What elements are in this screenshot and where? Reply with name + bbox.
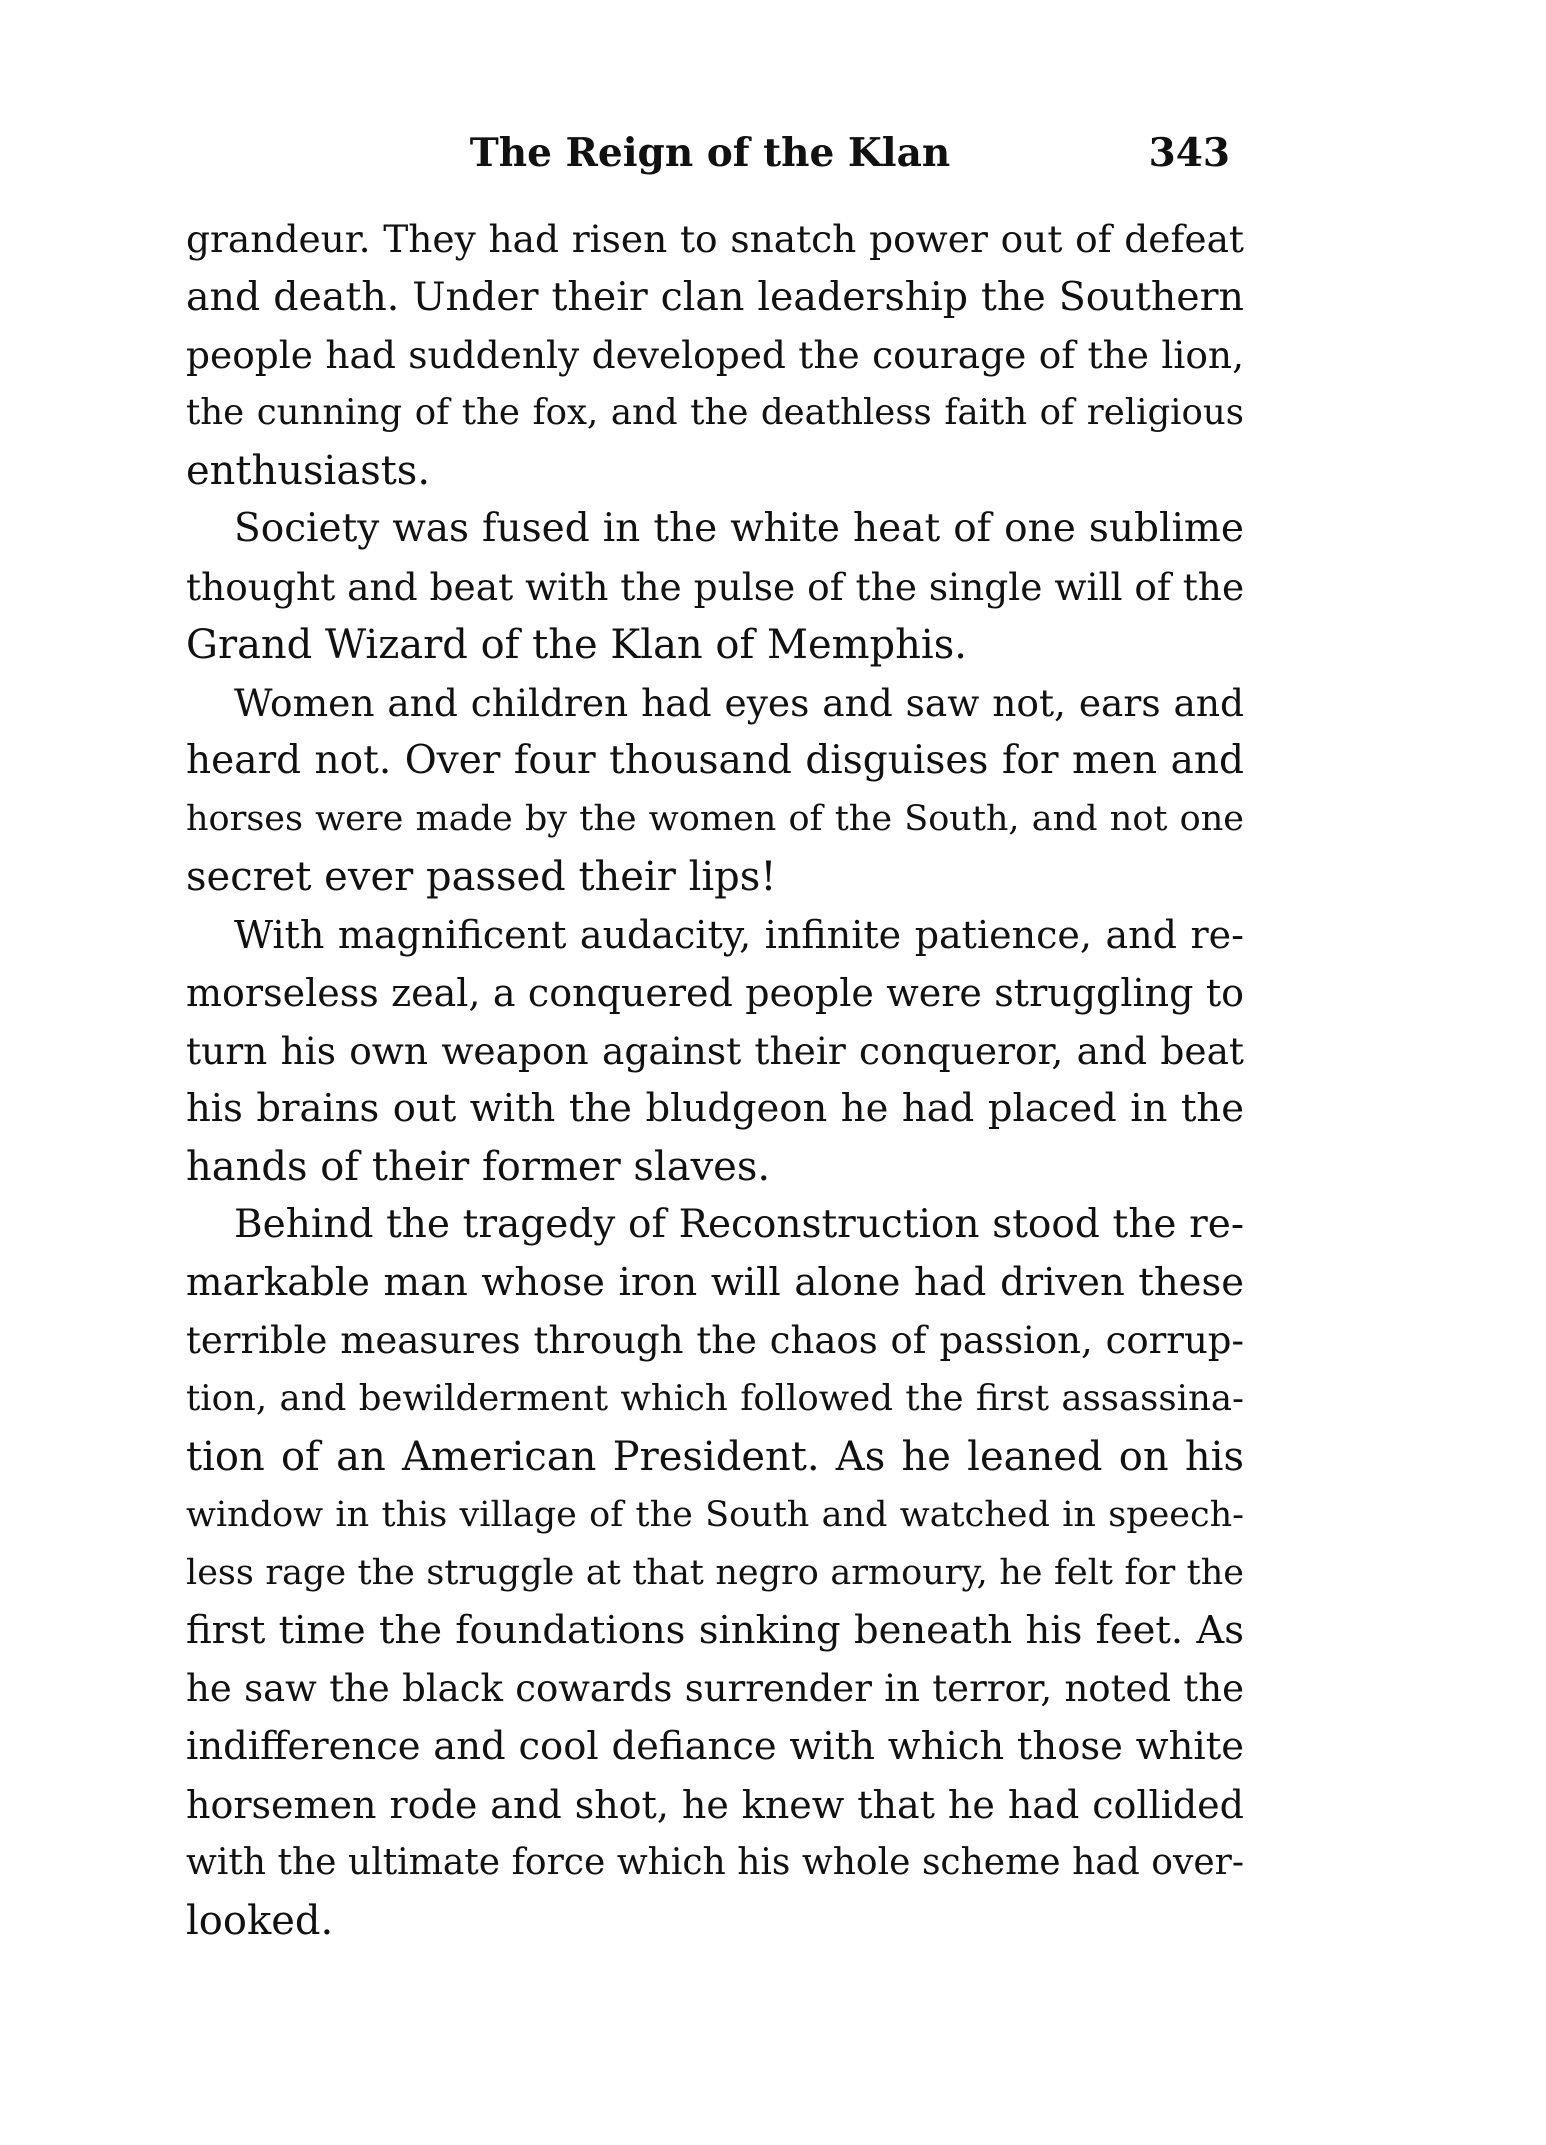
running-title: The Reign of the Klan xyxy=(469,130,951,176)
text-line: the cunning of the fox, and the deathless faith of religious xyxy=(186,392,1244,433)
text-line: hands of their former slaves. xyxy=(186,1144,771,1190)
text-line: grandeur. They had risen to snatch power out of defeat xyxy=(186,217,1244,261)
text-line: with the ultimate force which his whole scheme had over- xyxy=(186,1842,1244,1883)
text-line: tion, and bewilderment which followed the first assassina- xyxy=(186,1378,1244,1419)
text-line: his brains out with the bludgeon he had placed in the xyxy=(186,1086,1244,1131)
text-line: markable man whose iron will alone had driven these xyxy=(186,1260,1244,1305)
text-line: people had suddenly developed the courage of the lion, xyxy=(186,333,1244,377)
running-head xyxy=(190,128,1230,188)
text-line: indifference and cool defiance with which those white xyxy=(186,1724,1244,1769)
text-line: morseless zeal, a conquered people were struggling to xyxy=(186,971,1244,1015)
text-line: first time the foundations sinking beneath his feet. As xyxy=(186,1608,1244,1653)
text-line: he saw the black cowards surrender in terror, noted the xyxy=(186,1667,1244,1710)
text-line: secret ever passed their lips! xyxy=(186,854,777,900)
text-line: enthusiasts. xyxy=(186,448,431,494)
body-text xyxy=(186,210,1244,1950)
text-line: Grand Wizard of the Klan of Memphis. xyxy=(186,622,967,668)
text-line: horsemen rode and shot, he knew that he had collided xyxy=(186,1783,1244,1827)
text-line: looked. xyxy=(186,1898,334,1944)
text-line: heard not. Over four thousand disguises for men and xyxy=(186,738,1244,783)
text-line: less rage the struggle at that negro armoury, he felt for the xyxy=(186,1553,1244,1593)
text-line: thought and beat with the pulse of the single will of the xyxy=(186,565,1245,609)
text-line: Women and children had eyes and saw not, ears and xyxy=(234,681,1244,725)
text-line: Society was fused in the white heat of one sublime xyxy=(234,506,1244,551)
text-line: window in this village of the South and watched in speech- xyxy=(186,1495,1244,1535)
page-number: 343 xyxy=(1148,130,1230,176)
text-line: Behind the tragedy of Reconstruction stood the re- xyxy=(234,1202,1244,1247)
text-line: and death. Under their clan leadership the Southern xyxy=(186,274,1244,320)
text-line: horses were made by the women of the South, and not one xyxy=(186,799,1244,839)
text-line: With magnificent audacity, infinite patience, and re- xyxy=(234,913,1244,957)
text-line: tion of an American President. As he leaned on his xyxy=(186,1434,1244,1480)
text-line: turn his own weapon against their conqueror, and beat xyxy=(186,1029,1244,1073)
text-line: terrible measures through the chaos of passion, corrup- xyxy=(186,1319,1244,1362)
